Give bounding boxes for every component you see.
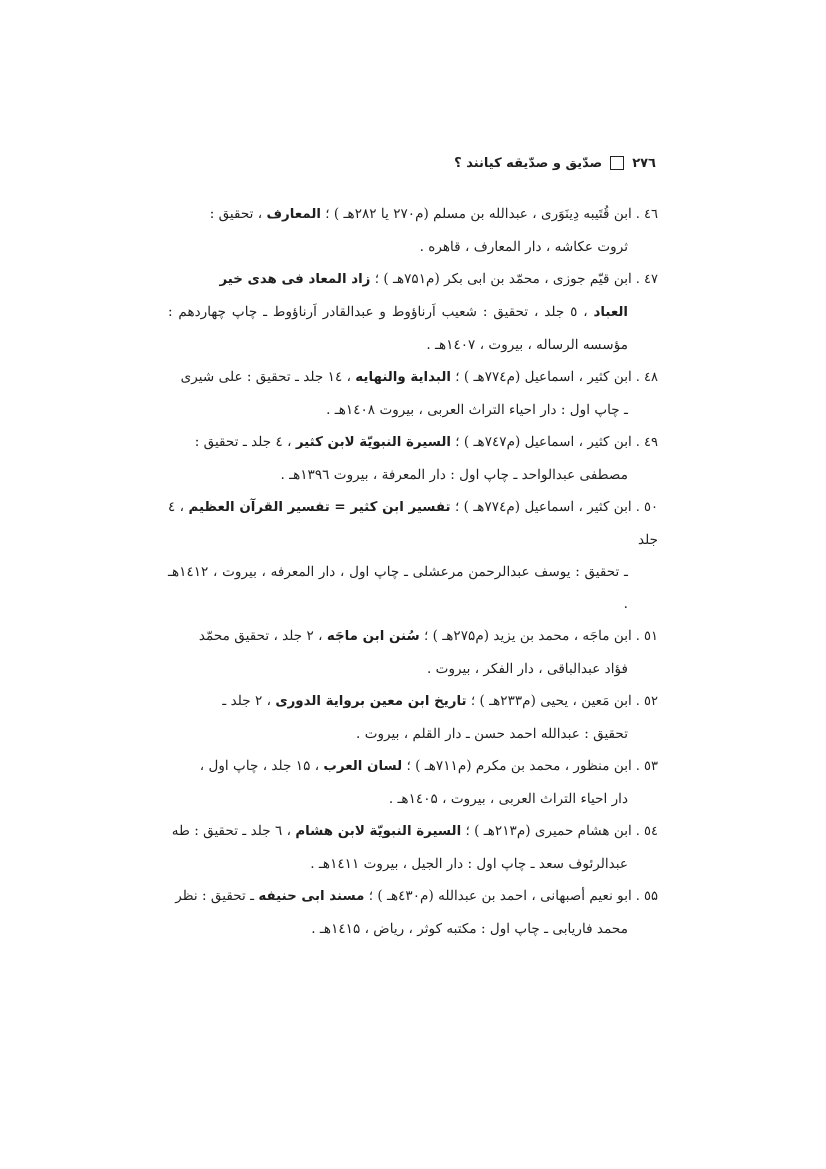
book-title: تفسیر ابن کثیر = تفسیر القرآن العظیم — [188, 500, 451, 515]
bibliography-entry: ٥٤ .ابن هشام حمیری (م۲۱۳هـ ) ؛ السیرة النبویّة لابن هشام ، ٦ جلد ـ تحقیق : طه عبدالرئوف سعد ـ چاپ اول : دار الجیل ، بیروت ۱٤۱۱هـ . — [171, 823, 658, 872]
bibliography-entry: ٥۲ .ابن مَعین ، یحیی (م۲۳۳هـ ) ؛ تاریخ ابن معین بروایة الدوری ، ۲ جلد ـ تحقیق : عبدالله احمد حسن ـ دار القلم ، بیروت . — [222, 693, 658, 742]
book-title: لسان العرب — [323, 759, 403, 774]
book-title: سُنن ابن ماجَه — [326, 629, 420, 644]
running-header — [454, 152, 656, 174]
square-bullet-icon — [610, 156, 624, 170]
book-title: زاد المعاد فی هدی خیر — [219, 272, 371, 287]
book-title: السیرة النبویّة لابن هشام — [295, 824, 462, 839]
bibliography-entry: ٤٦ .ابن قُتَیبه دِینَوَری ، عبدالله بن مسلم (م۲۷۰ یا ۲۸۲هـ ) ؛ المعارف ، تحقیق : ثروت عکاشه ، دار المعارف ، قاهره . — [209, 206, 658, 255]
bibliography-entry: ٥۳ .ابن منظور ، محمد بن مکرم (م۷۱۱هـ ) ؛ لسان العرب ، ۱۵ جلد ، چاپ اول ، دار احیاء التراث العربی ، بیروت ، ۱٤۰۵هـ . — [199, 758, 658, 807]
book-title: المعارف — [266, 207, 321, 222]
bibliography-entry: ٤٩ .ابن کثیر ، اسماعیل (م۷٤۷هـ ) ؛ السیرة النبویّة لابن کثیر ، ٤ جلد ـ تحقیق : مصطفی عبدالواحد ـ چاپ اول : دار المعرفة ، بیروت ۱۳۹٦هـ . — [194, 434, 658, 483]
bibliography-entry: ٥۱ .ابن ماجَه ، محمد بن یزید (م۲۷۵هـ ) ؛ سُنن ابن ماجَه ، ۲ جلد ، تحقیق محمّد فؤاد عبدالباقی ، دار الفکر ، بیروت . — [198, 628, 658, 677]
bibliography-entry: ٤٨ .ابن کثیر ، اسماعیل (م۷۷٤هـ ) ؛ البدایة والنهایه ، ۱٤ جلد ـ تحقیق : علی شیری ـ چاپ اول : دار احیاء التراث العربی ، بیروت ۱٤۰۸هـ . — [180, 369, 658, 418]
book-title-cont: العباد — [593, 305, 629, 320]
book-title: السیرة النبویّة لابن کثیر — [295, 435, 451, 450]
bibliography-entry: ٥۰ .ابن کثیر ، اسماعیل (م۷۷٤هـ ) ؛ تفسیر ابن کثیر = تفسیر القرآن العظیم ، ٤ جلد ـ تحقیق : یوسف عبدالرحمن مرعشلی ـ چاپ اول ، دار المعرفه ، بیروت ، ۱٤۱۲هـ . — [168, 499, 658, 612]
running-title: صدّیق و صدّیقه کیانند ؟ — [454, 155, 603, 171]
page-number: ۲۷٦ — [632, 155, 656, 171]
book-title: البدایة والنهایه — [355, 370, 451, 385]
book-title: تاریخ ابن معین بروایة الدوری — [275, 694, 467, 709]
bibliography-list — [168, 198, 658, 945]
bibliography-entry: ٤٧ .ابن قیّم جوزی ، محمّد بن ابی بکر (م۷۵۱هـ ) ؛ زاد المعاد فی هدی خیر العباد ، ٥ جلد ، تحقیق : شعیب اَرناؤوط و عبدالقادر اَرناؤوط ـ چاپ چهاردهم : مؤسسه الرساله ، بیروت ، ۱٤۰۷هـ . — [168, 271, 658, 353]
book-title: مسند ابی حنیفه — [258, 889, 365, 904]
bibliography-entry: ٥۵ .ابو نعیم أصبهانی ، احمد بن عبدالله (م٤۳۰هـ ) ؛ مسند ابی حنیفه ـ تحقیق : نظر محمد فاریابی ـ چاپ اول : مکتبه کوثر ، ریاض ، ۱٤۱۵هـ . — [175, 888, 658, 937]
